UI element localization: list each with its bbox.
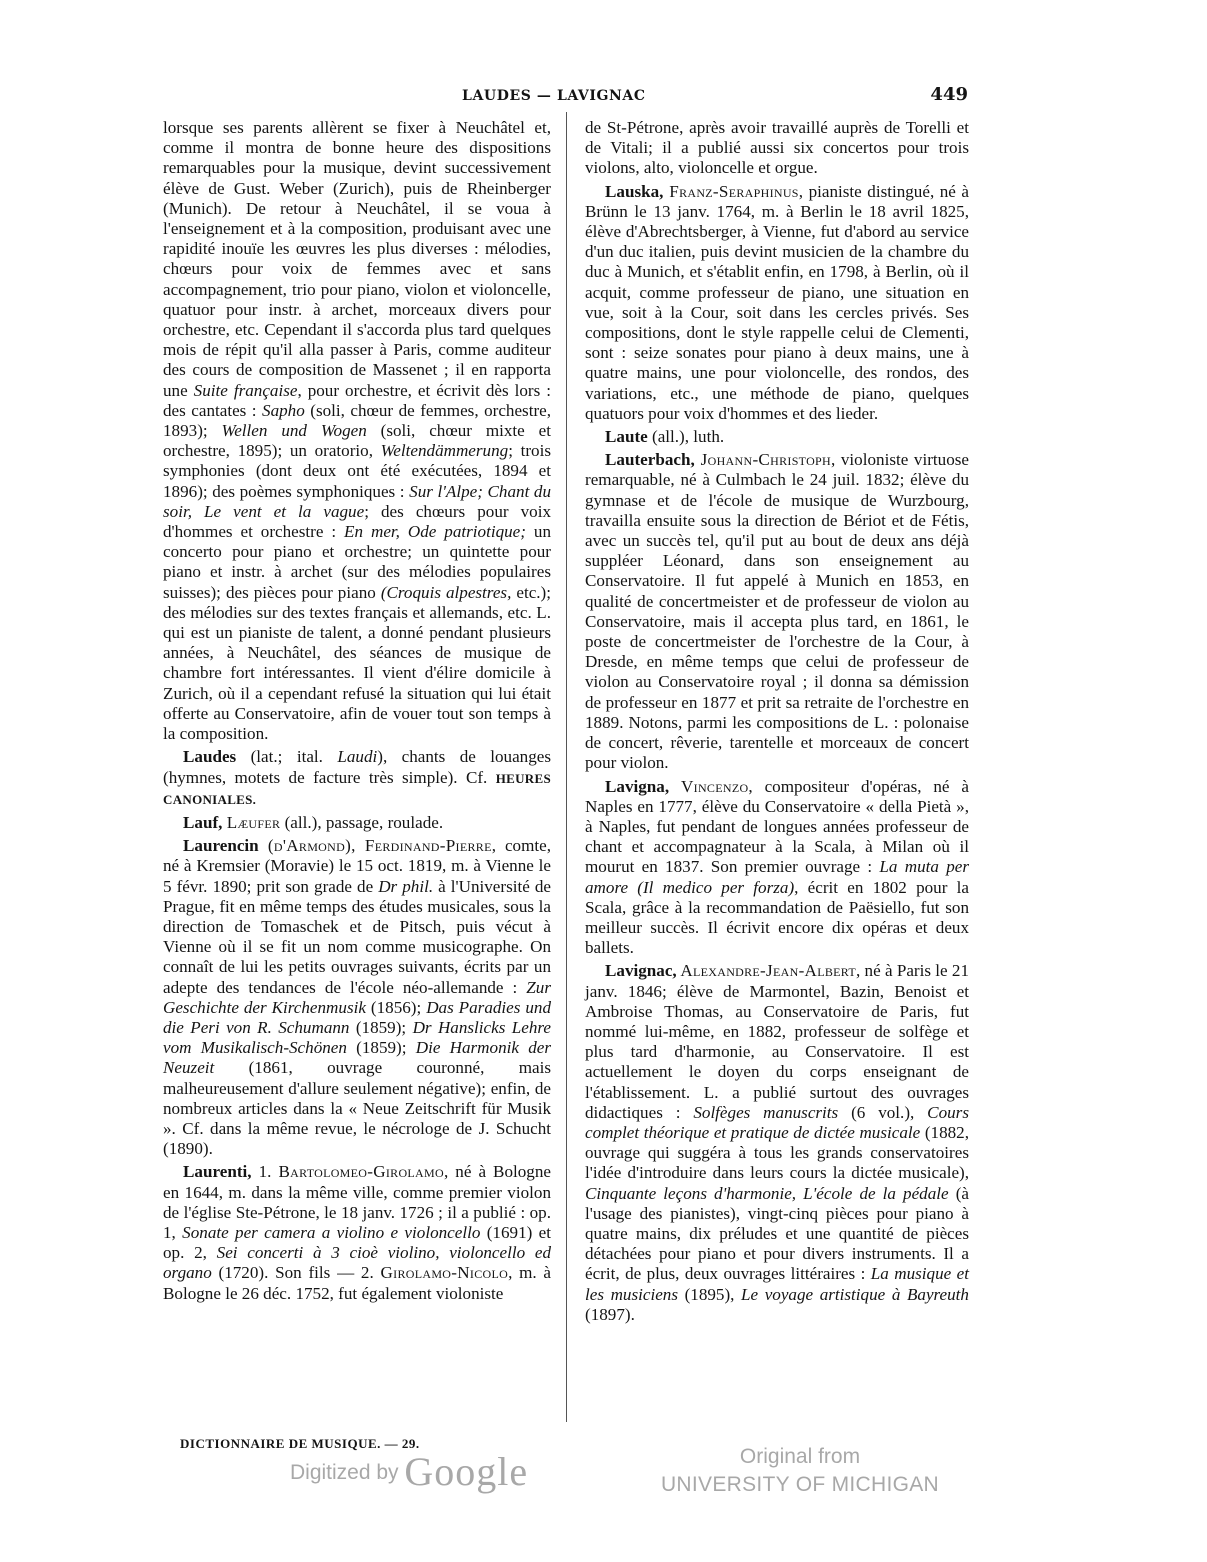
headword: Lauska, [605,181,664,201]
entry-lavigna: Lavigna, Vincenzo, compositeur d'opéras, né à Naples en 1777, élève du Conservatoire « della Pietà », à Naples, fut pendant de longues années professeur de chant et accompagnateur à la Scala, à Milan où il mourut en 1837. Son premier ouvrage : La muta per amore (Il medico per forza), écrit en 1802 pour la Scala, grâce à la recommandation de Paësiello, fut son meilleur succès. Il écrivit encore dix opéras et deux ballets. [585,776,969,958]
paragraph-continuation: de St-Pétrone, après avoir travaillé auprès de Torelli et de Vitali; il a publié aussi six concertos pour trois violons, alto, violoncelle et orgue. [585,118,969,178]
column-divider [566,112,567,1422]
running-title: LAUDES — LAVIGNAC [462,88,646,104]
headword: Laurenti, [183,1162,252,1182]
signature-mark: DICTIONNAIRE DE MUSIQUE. — 29. [180,1436,420,1451]
headword: Lauterbach, [605,450,695,470]
headword: Laudes [183,747,237,767]
entry-lauska: Lauska, Franz-Seraphinus, pianiste distingué, né à Brünn le 13 janv. 1764, m. à Berlin le 18 avril 1825, élève d'Abrechtsberger, à Vienne, fut d'abord au service d'un duc italien, puis devint musicien de la chambre du duc à Munich, et s'établit enfin, en 1798, à Berlin, où il acquit, comme professeur de piano, une situation en vue, soit à la Cour, soit dans les cercles privés. Ses compositions, dont le style rappelle celui de Clementi, sont : seize sonates pour piano à deux mains, une à quatre mains, une pour violoncelle, des rondos, des variations, etc., une méthode de piano, quelques quatuors pour voix d'hommes et des lieder. [585,181,969,423]
digitized-label: Digitized by [290,1461,399,1484]
university-label: UNIVERSITY OF MICHIGAN [660,1473,940,1496]
entry-laurenti: Laurenti, 1. Bartolomeo-Girolamo, né à Bologne en 1644, m. dans la même ville, comme premier violon de l'église Ste-Pétrone, le 18 janv. 1726 ; il a publié : op. 1, Sonate per camera a violino e violoncello (1691) et op. 2, Sei concerti à 3 cioè violino, violoncello ed organo (1720). Son fils — 2. Girolamo-Nicolo, m. à Bologne le 26 déc. 1752, fut également violoniste [163,1162,552,1303]
page-header [170,84,970,114]
original-from-watermark [640,1443,960,1499]
entry-lavignac: Lavignac, Alexandre-Jean-Albert, né à Paris le 21 janv. 1846; élève de Marmontel, Bazin, Benoist et Ambroise Thomas, au Conservatoire de Paris, fut nommé lui-même, en 1882, professeur de solfège et plus tard d'harmonie, au Conservatoire. Il est actuellement le doyen du corps enseignant de l'établissement. L. a publié surtout des ouvrages didactiques : Solfèges manuscrits (6 vol.), Cours complet théorique et pratique de dictée musicale (1882, ouvrage qui suggéra à tous les grands conservatoires l'idée d'introduire dans leurs cours la dictée musicale), Cinquante leçons d'harmonie, L'école de la pédale (à l'usage des pianistes), vingt-cinq pièces pour piano à quatre mains, dix préludes et une quantité de pièces détachées pour piano et pour divers instruments. Il a écrit, de plus, deux ouvrages littéraires : La musique et les musiciens (1895), Le voyage artistique à Bayreuth (1897). [585,961,969,1324]
original-from-label: Original from [739,1445,861,1468]
paragraph-continuation: lorsque ses parents allèrent se fixer à Neuchâtel et, comme il montra de bonne heure des dispositions remarquables pour la musique, devint successivement élève de Gust. Weber (Zurich), puis de Rheinberger (Munich). De retour à Neuchâtel, il se voua à l'enseignement et à la composition, produisant avec une rapidité inouïe les œuvres les plus diverses : mélodies, chœurs pour voix de femmes avec et sans accompagnement, trio pour piano, violon et violoncelle, quatuor pour instr. à archet, morceaux divers pour orchestre, etc. Cependant il s'accorda plus tard quelques mois de répit qu'il alla passer à Paris, comme auditeur des cours de composition de Massenet ; il en rapporta une Suite française, pour orchestre, et écrivit dès lors : des cantates : Sapho (soli, chœur de femmes, orchestre, 1893); Wellen und Wogen (soli, chœur mixte et orchestre, 1895); un oratorio, Weltendämmerung; trois symphonies (dont deux ont été exécutées, 1894 et 1896); des poèmes symphoniques : Sur l'Alpe; Chant du soir, Le vent et la vague; des chœurs pour voix d'hommes et orchestre : En mer, Ode patriotique; un concerto pour piano et orchestre; un quintette pour piano et instr. à archet (sur des mélodies populaires suisses); des pièces pour piano (Croquis alpestres, etc.); des mélodies sur des textes français et allemands, etc. L. qui est un pianiste de talent, a donné pendant plusieurs années, à Neuchâtel, des séances de musique de chambre fort intéressantes. Il vient d'élire domicile à Zurich, où il a cependant refusé la situation qui lui était offerte au Conservatoire, afin de vouer tout son temps à la composition. [163,118,552,744]
google-logo: Google [404,1449,529,1494]
entry-laudes: Laudes (lat.; ital. Laudi), chants de louanges (hymnes, motets de facture très simple). Cf. HEURES CANONIALES. [163,747,552,807]
page-number: 449 [930,84,968,105]
entry-lauf: Lauf, Læufer (all.), passage, roulade. [183,812,444,832]
entry-laute: Laute (all.), luth. [605,427,725,447]
headword: Laute [605,427,648,447]
headword: Lauf, [183,812,223,832]
left-column [163,118,551,1307]
headword: Laurencin [183,836,259,856]
headword: Lavigna, [605,776,670,796]
cross-reference: HEURES CANONIALES. [163,770,551,807]
headword: Lavignac, [605,961,677,981]
entry-laurencin: Laurencin (d'Armond), Ferdinand-Pierre, comte, né à Kremsier (Moravie) le 15 oct. 1819, m. à Vienne le 5 févr. 1890; prit son grade de Dr phil. à l'Université de Prague, fit en même temps des études musicales, sous la direction de Tomaschek et de Pitsch, puis vécut à Vienne où il se fit un nom comme musicographe. On connaît de lui les petits ouvrages suivants, écrits par un adepte des tendances de l'école néo-allemande : Zur Geschichte der Kirchenmusik (1856); Das Paradies und die Peri von R. Schumann (1859); Dr Hanslicks Lehre vom Musikalisch-Schönen (1859); Die Harmonik der Neuzeit (1861, ouvrage couronné, mais malheureusement d'allure seulement négative); enfin, de nombreux articles dans la « Neue Zeitschrift für Musik ». Cf. dans la même revue, le nécrologe de J. Schucht (1890). [163,836,551,1159]
right-column [585,118,969,1328]
entry-lauterbach: Lauterbach, Johann-Christoph, violoniste virtuose remarquable, né à Culmbach le 24 juil. 1832; élève du gymnase et de l'école de musique de Wurzbourg, travailla ensuite sous la direction de Bériot et de Fétis, avec un succès tel, qu'il put au bout de deux ans déjà suppléer Léonard, dans son enseignement au Conservatoire. Il fut appelé à Munich en 1853, en qualité de concertmeister et de professeur de violon au Conservatoire, mais il accepta plus tard, en 1861, le poste de concertmeister de l'orchestre de la Cour, à Dresde, en même temps que celui de professeur de violon au Conservatoire royal ; il donna sa démission de professeur en 1877 et prit sa retraite de l'orchestre en 1889. Notons, parmi les compositions de L. : polonaise de concert, rêverie, tarentelle et morceaux de concert pour violon. [585,450,969,773]
digitized-watermark [290,1448,528,1495]
